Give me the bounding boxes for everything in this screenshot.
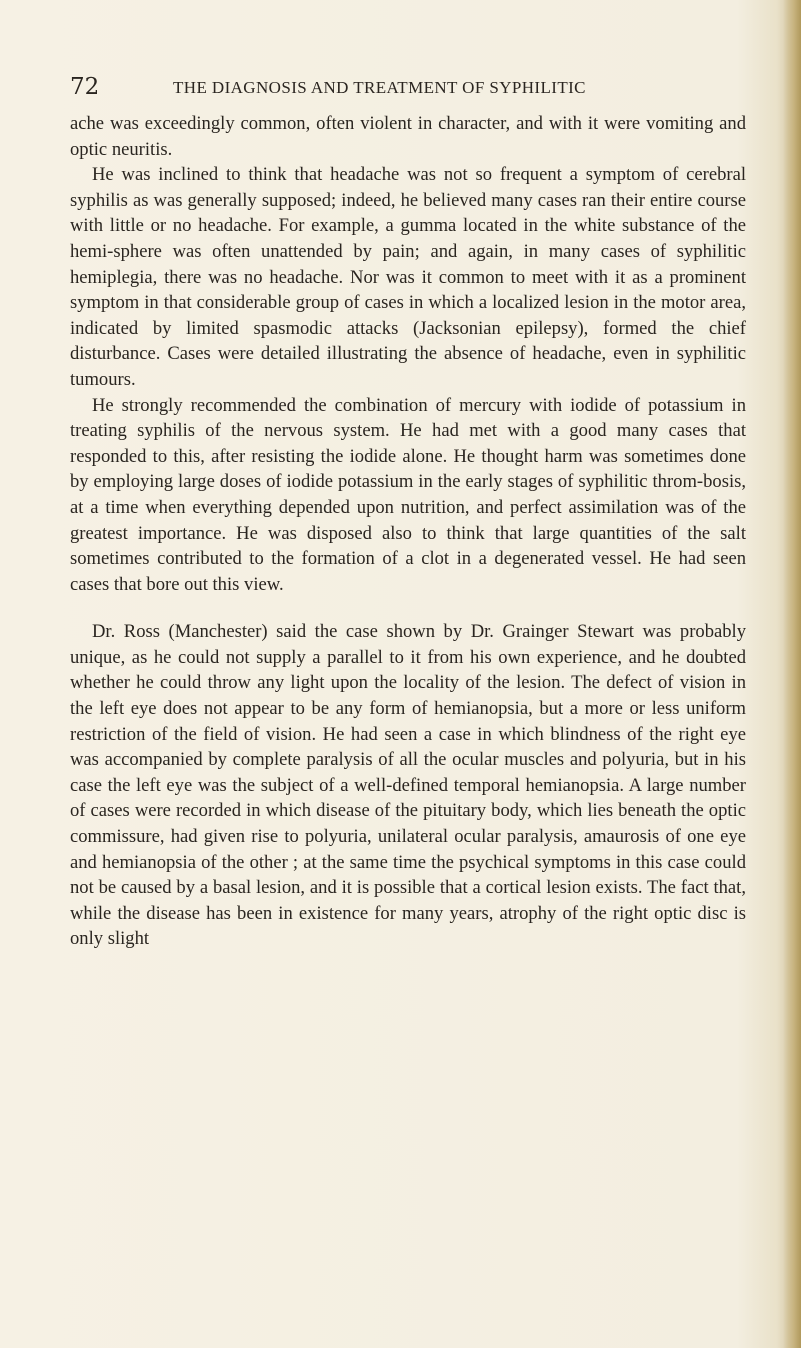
page-header <box>70 72 750 102</box>
body-text <box>70 111 746 952</box>
paragraph-headache: He was inclined to think that headache was not so frequent a symptom of cerebral syphilis as was generally supposed; indeed, he believed many cases ran their entire course with little or no headache. For example, a gumma located in the white substance of the hemi-sphere was often unattended by pain; and again, in many cases of syphilitic hemiplegia, there was no headache. Nor was it common to meet with it as a prominent symptom in that considerable group of cases in which a localized lesion in the motor area, indicated by limited spasmodic attacks (Jacksonian epilepsy), formed the chief disturbance. Cases were detailed illustrating the absence of headache, even in syphilitic tumours. <box>70 164 746 390</box>
running-head: THE DIAGNOSIS AND TREATMENT OF SYPHILITIC <box>173 78 586 97</box>
paragraph-continuation: ache was exceedingly common, often violent in character, and with it were vomiting and optic neuritis. <box>70 113 746 160</box>
paragraph-dr-ross: Dr. Ross (Manchester) said the case shown by Dr. Grainger Stewart was probably unique, as he could not supply a parallel to it from his own experience, and he doubted whether he could throw any light upon the locality of the lesion. The defect of vision in the left eye does not appear to be any form of hemianopsia, but a more or less uniform restriction of the field of vision. He had seen a case in which blindness of the right eye was accompanied by complete paralysis of all the ocular muscles and polyuria, but in his case the left eye was the subject of a well-defined temporal hemianopsia. A large number of cases were recorded in which disease of the pituitary body, which lies beneath the optic commissure, had given rise to polyuria, unilateral ocular paralysis, amaurosis of one eye and hemianopsia of the other ; at the same time the psychical symptoms in this case could not be caused by a basal lesion, and it is possible that a cortical lesion exists. The fact that, while the disease has been in existence for many years, atrophy of the right optic disc is only slight <box>70 621 746 950</box>
page-number: 72 <box>70 74 100 100</box>
paragraph-treatment: He strongly recommended the combination of mercury with iodide of potassium in treating syphilis of the nervous system. He had met with a good many cases that responded to this, after resisting the iodide alone. He thought harm was sometimes done by employing large doses of iodide potassium in the early stages of syphilitic throm-bosis, at a time when everything depended upon nutrition, and perfect assimilation was of the greatest importance. He was disposed also to think that large quantities of the salt sometimes contributed to the formation of a clot in a degenerated vessel. He had seen cases that bore out this view. <box>70 394 746 595</box>
page-edge-shadow <box>783 0 801 1348</box>
